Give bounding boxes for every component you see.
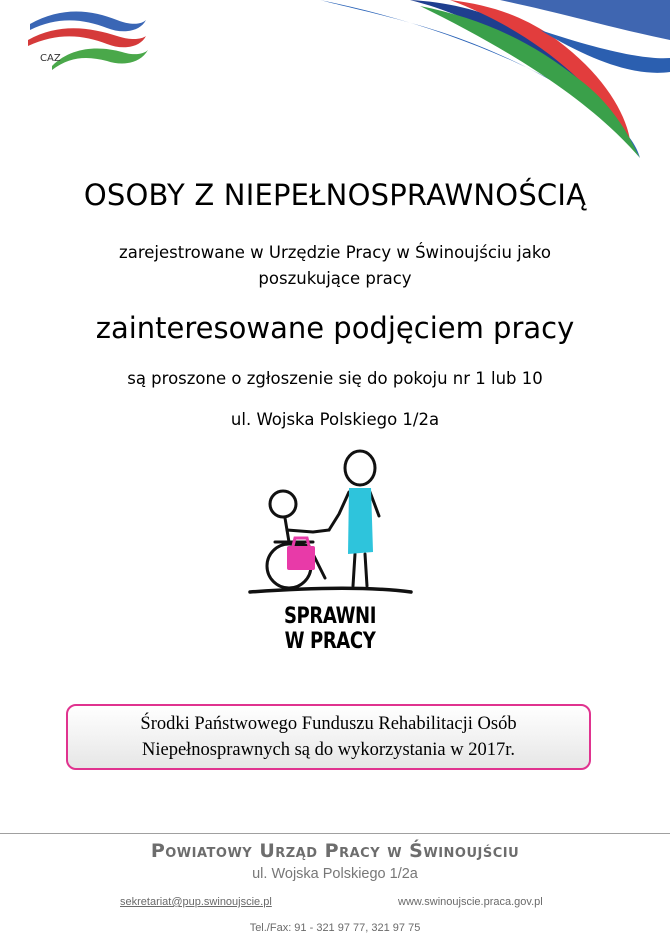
website-text: www.swinoujscie.praca.gov.pl	[398, 896, 543, 908]
notice-box	[66, 704, 591, 770]
office-address: ul. Wojska Polskiego 1/2a	[252, 866, 418, 882]
notice-line-2: Niepełnosprawnych są do wykorzystania w 2017r.	[142, 740, 515, 760]
sprawni-w-pracy-logo-icon	[245, 446, 415, 601]
wheelchair-person-head-icon	[270, 491, 296, 517]
email-link[interactable]: sekretariat@pup.swinoujscie.pl	[120, 896, 272, 908]
phone-fax: Tel./Fax: 91 - 321 97 77, 321 97 75	[249, 922, 421, 934]
caz-logo-text: CAZ	[40, 53, 61, 64]
address-text: ul. Wojska Polskiego 1/2a	[230, 410, 440, 429]
sprawni-w-pracy-logo-text	[264, 604, 395, 654]
standing-person-head-icon	[345, 451, 375, 485]
page-title: OSOBY Z NIEPEŁNOSPRAWNOŚCIĄ	[83, 178, 587, 212]
logo-text-line-2: W PRACY	[284, 629, 376, 654]
headline: zainteresowane podjęciem pracy	[95, 311, 575, 345]
subtitle-line-2: poszukujące pracy	[258, 269, 412, 288]
notice-line-1: Środki Państwowego Funduszu Rehabilitacji Osób	[140, 714, 517, 734]
logo-text-line-1: SPRAWNI	[283, 604, 377, 629]
dress-shape	[348, 488, 373, 554]
request-text: są proszone o zgłoszenie się do pokoju nr 1 lub 10	[127, 369, 543, 388]
decorative-swoosh	[300, 0, 670, 160]
subtitle	[0, 240, 670, 292]
footer-divider	[0, 833, 670, 834]
subtitle-line-1: zarejestrowane w Urzędzie Pracy w Świnoujściu jako	[119, 243, 551, 262]
office-name: Powiatowy Urząd Pracy w Świnoujściu	[150, 840, 520, 862]
handbag-icon	[287, 546, 315, 570]
notice-text	[140, 711, 516, 763]
